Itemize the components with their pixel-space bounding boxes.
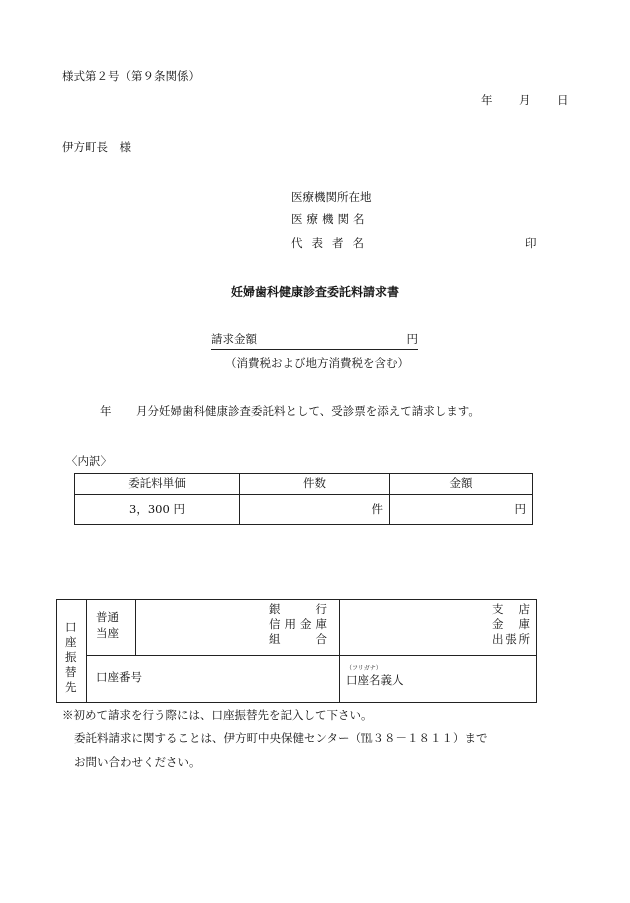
- breakdown-table: [74, 473, 533, 525]
- date-month: 月: [519, 93, 531, 107]
- account-type-1: 普通: [96, 610, 119, 624]
- amount-line: [211, 334, 418, 350]
- form-number: 様式第２号（第９条関係）: [62, 69, 200, 83]
- inst-type-2: 信用金庫: [269, 617, 327, 631]
- inst-type-1: 銀行: [269, 602, 327, 616]
- account-number-label: 口座番号: [96, 670, 142, 684]
- branch-type-3: 出張所: [492, 632, 530, 646]
- seal-mark: 印: [525, 236, 537, 250]
- medical-institution-name-label: 医療機関名: [291, 212, 369, 226]
- tax-note: （消費税および地方消費税を含む）: [225, 356, 409, 370]
- date-day: 日: [557, 93, 569, 107]
- note-2: 委託料請求に関することは、伊方町中央保健センター（℡３８－１８１１）まで: [74, 731, 488, 745]
- statement-text: 月分妊婦歯科健康診査委託料として、受診票を添えて請求します。: [136, 404, 480, 418]
- inst-type-3: 組合: [269, 632, 327, 646]
- account-holder-label: 口座名義人: [346, 673, 404, 687]
- account-holder-furigana: （フリガナ）: [346, 665, 382, 672]
- bank-transfer-box: [56, 599, 537, 703]
- document-title: 妊婦歯科健康診査委託料請求書: [230, 285, 399, 299]
- branch-type-2: 金庫: [492, 617, 530, 631]
- bank-heading: 口座振替先: [65, 620, 77, 694]
- note-1: ※初めて請求を行う際には、口座振替先を記入して下さい。: [62, 708, 373, 722]
- amount-unit-cell: 円: [390, 495, 533, 525]
- statement-year: 年: [100, 404, 112, 418]
- amount-unit: 円: [406, 332, 418, 346]
- branch-type-1: 支店: [492, 602, 530, 616]
- breakdown-label: 〈内訳〉: [66, 454, 112, 468]
- addressee: 伊方町長 様: [62, 140, 131, 154]
- unit-price-value: 3，300 円: [75, 495, 240, 525]
- date-year: 年: [481, 93, 493, 107]
- count-unit: 件: [240, 495, 390, 525]
- account-type-2: 当座: [96, 626, 119, 640]
- col-count: 件数: [240, 474, 390, 495]
- note-3: お問い合わせください。: [74, 755, 201, 769]
- location-label: 医療機関所在地: [291, 190, 372, 204]
- amount-label: 請求金額: [211, 332, 257, 346]
- col-amount: 金額: [390, 474, 533, 495]
- col-unit-price: 委託料単価: [75, 474, 240, 495]
- representative-label: 代表者名: [291, 236, 373, 250]
